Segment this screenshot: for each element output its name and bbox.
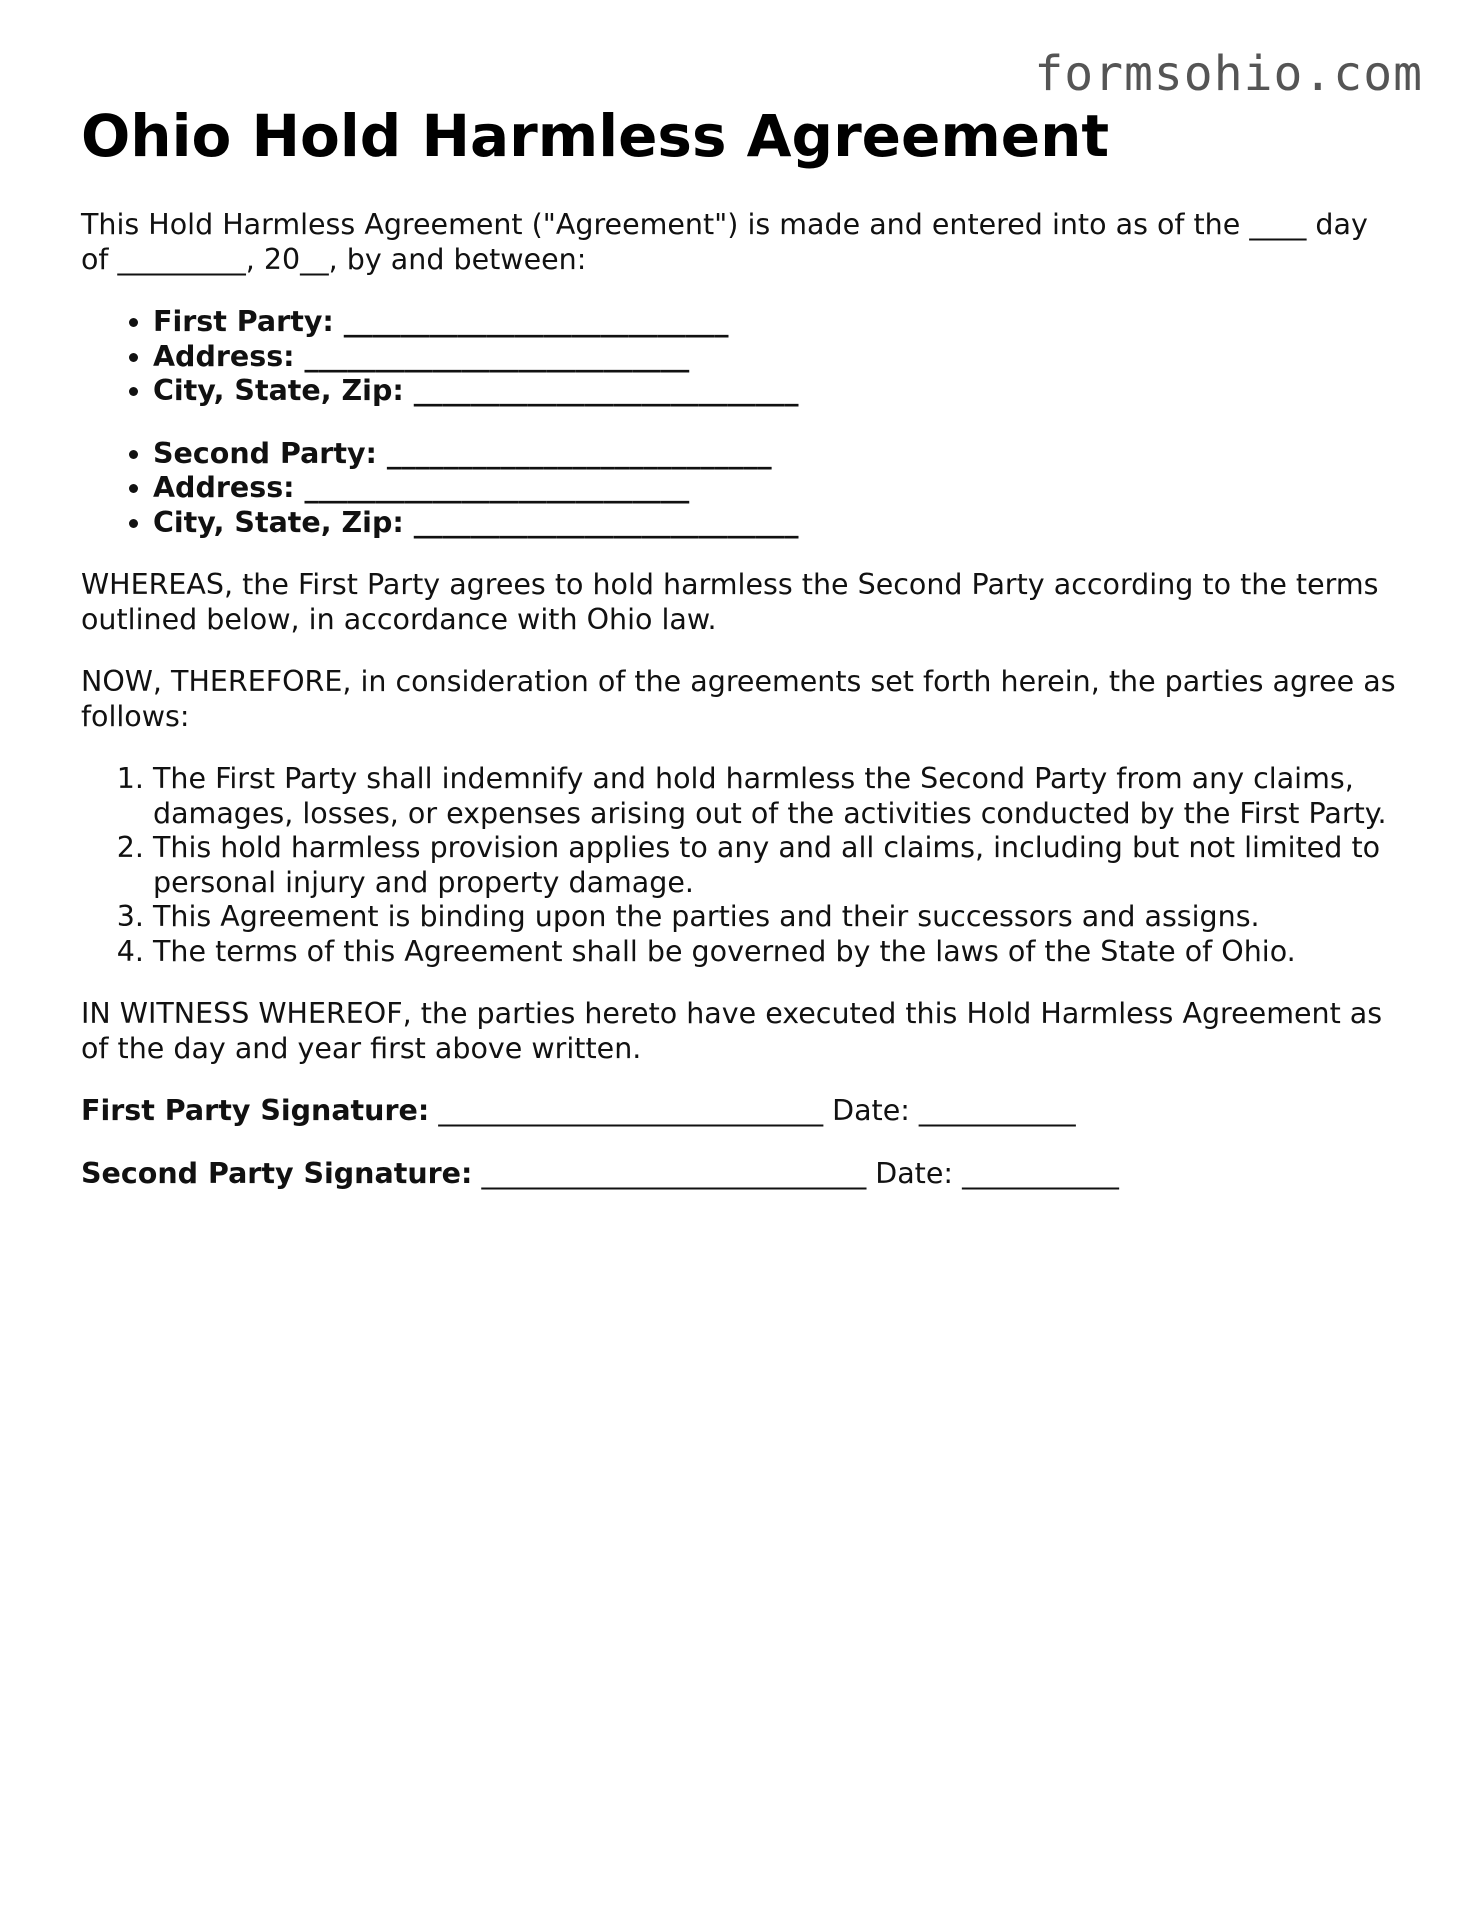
first-party-signature-line [81,1094,1401,1129]
second-party-name-line [153,437,1401,472]
witness-paragraph: IN WITNESS WHEREOF, the parties hereto have executed this Hold Harmless Agreement as of the day and year first above written. [81,997,1383,1065]
second-party-city-line [153,506,1401,541]
second-party-address-line [153,471,1401,506]
whereas-paragraph: WHEREAS, the First Party agrees to hold harmless the Second Party according to the terms outlined below, in accordance with Ohio law. [81,568,1379,636]
field-label: First Party: [153,305,334,338]
term-item: 1. The First Party shall indemnify and hold harmless the Second Party from any claims, damages, losses, or expenses arising out of the activities conducted by the First Party. [153,762,1401,831]
field-label: Address: [153,339,295,373]
fill-blank[interactable]: ___________________________ [343,305,729,338]
fill-blank[interactable]: ___________________________ [304,339,690,373]
fill-blank[interactable]: ___________________________ [386,436,772,470]
term-item: 4. The terms of this Agreement shall be governed by the laws of the State of Ohio. [153,935,1401,970]
field-label: Address: [153,471,295,504]
site-watermark: formsohio.com [1034,46,1423,102]
first-party-name-line [153,305,1401,340]
document-title: Ohio Hold Harmless Agreement [81,102,1110,170]
first-party-list [81,305,1401,409]
date-label: Date: [875,1156,953,1190]
date-label: Date: [832,1094,910,1127]
term-item: 3. This Agreement is binding upon the parties and their successors and assigns. [153,900,1401,935]
fill-blank[interactable]: ___________________________ [304,471,690,504]
term-item: 2. This hold harmless provision applies to any and all claims, including but not limited to personal injury and property damage. [153,831,1401,900]
field-label: Second Party: [153,436,377,470]
first-party-address-line [153,340,1401,375]
first-party-city-line [153,374,1401,409]
date-blank[interactable]: ___________ [962,1156,1119,1190]
signature-blank[interactable]: ___________________________ [481,1156,867,1190]
fill-blank[interactable]: ___________________________ [413,505,799,539]
document-page [81,100,1401,1219]
signature-blank[interactable]: ___________________________ [438,1094,824,1127]
signature-label: First Party Signature: [81,1094,430,1127]
terms-list [81,762,1401,969]
now-therefore-paragraph: NOW, THEREFORE, in consideration of the agreements set forth herein, the parties agree as follows: [81,665,1396,733]
field-label: City, State, Zip: [153,374,404,407]
date-blank[interactable]: ___________ [918,1094,1076,1127]
second-party-list [81,437,1401,541]
field-label: City, State, Zip: [153,505,404,539]
fill-blank[interactable]: ___________________________ [413,374,799,407]
signature-label: Second Party Signature: [81,1156,473,1190]
second-party-signature-line [81,1157,1401,1192]
intro-paragraph: This Hold Harmless Agreement ("Agreement") is made and entered into as of the ____ day of _________, 20__, by and between: [81,208,1368,276]
